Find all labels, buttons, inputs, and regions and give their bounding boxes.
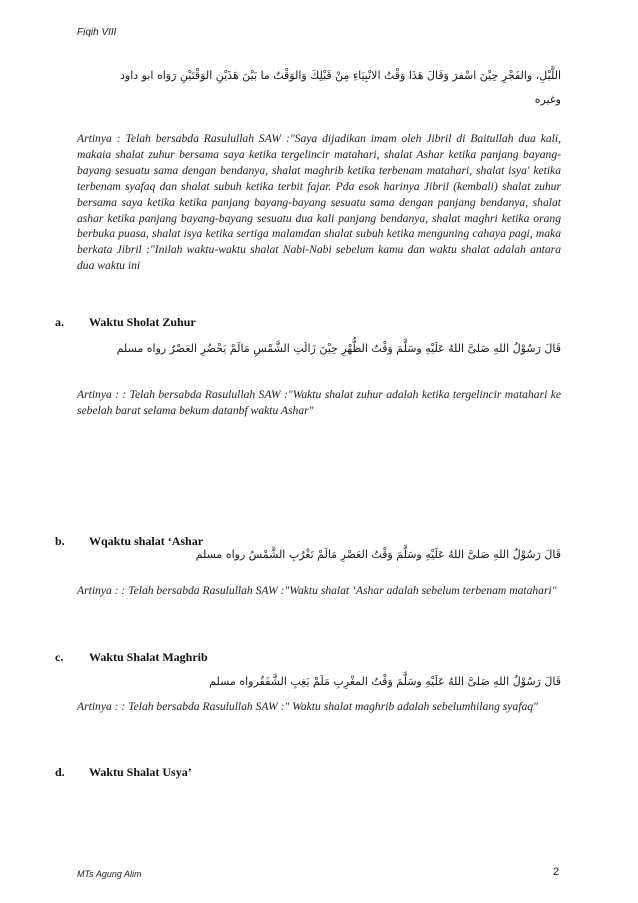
section-c-letter: c.: [55, 650, 64, 664]
intro-arabic-line-1: اللَّيْلِ، والفَجْرِ حِيْنَ اسْفرَ وَقَالَ هَذَا وَقْتُ الانْبِيَاءِ مِنْ قَبْلِكَ وَالوَقْتُ ما بَيْنَ هَذَيْنِ الوَقْتَيْنِ رَوَاه ابو داود: [119, 69, 561, 82]
footer-school: MTs Agung Alim: [77, 869, 142, 879]
intro-translation: Artinya : Telah bersabda Rasulullah SAW :"Saya dijadikan imam oleh Jibril di Baitullah dua kali, makaia shalat zuhur bersama saya ketika tergelincir matahari, shalat Ashar ketika panjang bayang-bayang sesuatu sama dengan bendanya, shalat maghrib ketika terbenam matahari, shalat isya' ketika terbenam syafaq dan shalat subuh ketika terbit fajar. Pda esok harinya Jibril (kembali) shalat zuhur bersama saya ketika ketika panjang bayang-bayang sesuatu sama dengan panjang bendanya, shalat ashar ketika panjang bayang-bayang sesuatu dua kali panjang bendanya, shalat maghri ketika orang berbuka puasa, shalat isya ketika sertiga malamdan shalat subuh ketika menguning cahaya pagi, maka berkata Jibril :"Inilah waktu-waktu shalat Nabi-Nabi sebelum kamu dan waktu shalat adalah antara dua waktu ini: [77, 132, 561, 273]
section-c-arabic: قَالَ رَسُوْلُ اللهِ صَلىَّ اللهُ عَلَيْهِ وسَلَّمَ وَقْتُ المغْرِبِ مَلَمْ يَغِبِ الشَّفَقُرواه مسلم: [209, 675, 561, 688]
intro-arabic-line-2: وغيره: [534, 93, 561, 106]
section-b-translation: Artinya : : Telah bersabda Rasulullah SAW :"Waktu shalat ‘Ashar adalah sebelum terbenam matahari": [77, 584, 557, 597]
section-b-title: Wqaktu shalat ‘Ashar: [89, 534, 204, 548]
section-a-arabic: قَالَ رَسُوْلُ اللهِ صَلىَّ اللهُ عَلَيْهِ وسَلَّمَ وَقْتُ الظُّهْرِ حِيْنَ زَالَتِ الشَّمْسِ مَالَمْ يَحْضُرِ العَصْرُ رواه مسلم: [116, 342, 561, 355]
section-c-translation: Artinya : : Telah bersabda Rasulullah SAW :" Waktu shalat maghrib adalah sebelumhilang syafaq": [77, 700, 538, 713]
page-number: 2: [553, 866, 560, 878]
section-a-translation: Artinya : : Telah bersabda Rasulullah SAW :"Waktu shalat zuhur adalah ketika tergelincir matahari ke sebelah barat selama bekum datanbf waktu Ashar": [77, 388, 561, 417]
section-c-title: Waktu Shalat Maghrib: [89, 650, 208, 664]
section-b-letter: b.: [55, 534, 65, 548]
section-d-letter: d.: [55, 765, 65, 779]
page-header: Fiqih VIII: [77, 27, 117, 38]
section-a-letter: a.: [55, 315, 64, 329]
section-d-title: Waktu Shalat Usya’: [89, 765, 192, 779]
section-a-title: Waktu Sholat Zuhur: [89, 315, 196, 329]
section-b-arabic: قَالَ رَسُوْلُ اللهِ صَلىَّ اللهُ عَلَيْهِ وسَلَّمَ وَقْتُ العَصْرِ مَالَمْ تَغْرُبِ الشَّمْسُ رواه مسلم: [195, 548, 561, 561]
